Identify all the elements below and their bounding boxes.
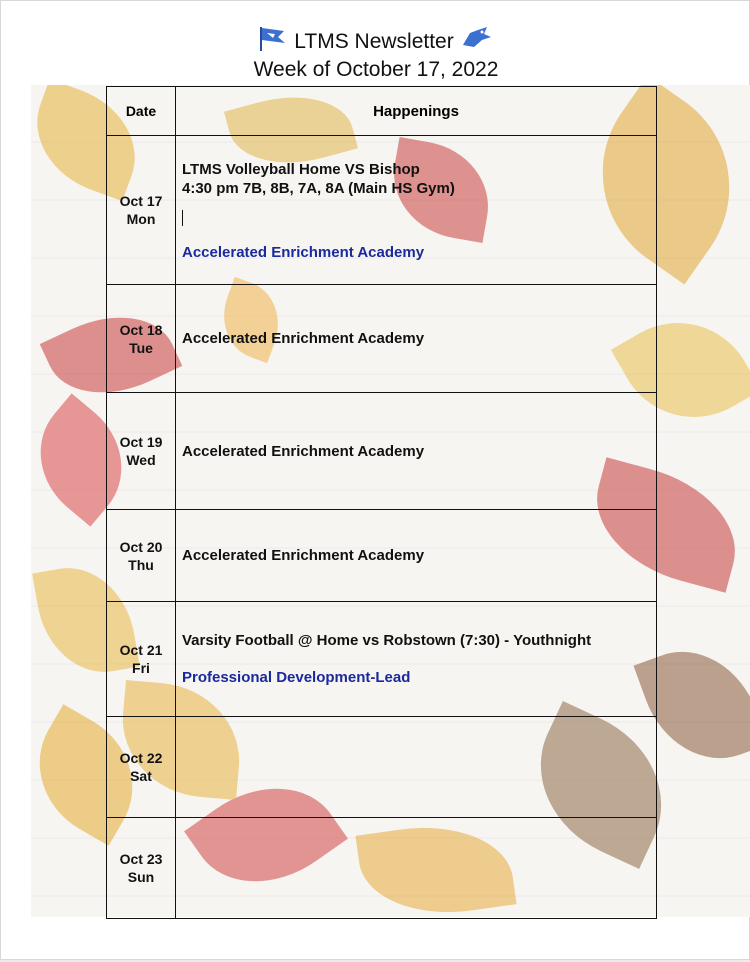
mascot-flag-icon xyxy=(258,25,288,51)
newsletter-title xyxy=(1,25,750,54)
day-label: Oct 22 xyxy=(119,750,163,766)
day-label: Oct 19 xyxy=(119,434,163,450)
event-text-blue: Accelerated Enrichment Academy xyxy=(182,442,425,460)
date-cell xyxy=(107,393,176,510)
day-label: Oct 20 xyxy=(119,538,163,555)
weekday-label: Sun xyxy=(127,869,155,885)
table-row xyxy=(107,510,657,602)
weekday-label: Fri xyxy=(132,660,150,676)
date-cell xyxy=(107,285,176,393)
date-cell xyxy=(107,136,176,285)
day-label: Oct 18 xyxy=(119,321,163,338)
table-row xyxy=(107,285,657,393)
weekday-label: Tue xyxy=(129,339,153,356)
weekday-label: Sat xyxy=(130,768,152,784)
day-label: Oct 23 xyxy=(119,851,163,867)
happenings-cell[interactable] xyxy=(176,510,657,602)
event-text-blue: Accelerated Enrichment Academy xyxy=(182,243,425,261)
happenings-cell[interactable] xyxy=(176,136,657,285)
happenings-cell[interactable] xyxy=(176,602,657,717)
event-text: LTMS Volleyball Home VS Bishop xyxy=(182,160,420,178)
event-text: 4:30 pm 7B, 8B, 7A, 8A (Main HS Gym) xyxy=(182,179,455,197)
date-column-header: Date xyxy=(107,87,176,136)
happenings-cell[interactable] xyxy=(176,285,657,393)
day-label: Oct 21 xyxy=(119,642,163,658)
text-cursor xyxy=(182,210,656,230)
date-cell xyxy=(107,717,176,818)
table-row xyxy=(107,717,657,818)
happenings-cell[interactable] xyxy=(176,393,657,510)
event-text-blue: Accelerated Enrichment Academy xyxy=(182,547,425,564)
date-cell xyxy=(107,818,176,919)
table-row xyxy=(107,136,657,285)
table-row xyxy=(107,818,657,919)
week-prefix: Week of xyxy=(253,58,331,81)
event-text-blue: Accelerated Enrichment Academy xyxy=(182,330,425,347)
table-row xyxy=(107,393,657,510)
happenings-cell[interactable] xyxy=(176,818,657,919)
happenings-cell[interactable] xyxy=(176,717,657,818)
happenings-table xyxy=(106,86,657,919)
day-label: Oct 17 xyxy=(119,193,163,209)
table-header-row xyxy=(107,87,657,136)
date-cell xyxy=(107,510,176,602)
happenings-column-header: Happenings xyxy=(176,87,657,136)
week-heading xyxy=(1,58,750,82)
title-text: LTMS Newsletter xyxy=(294,30,454,53)
event-text: Varsity Football @ Home vs Robstown (7:30) - Youthnight xyxy=(182,632,592,649)
date-cell xyxy=(107,602,176,717)
weekday-label: Wed xyxy=(126,452,156,468)
weekday-label: Thu xyxy=(128,556,154,573)
weekday-label: Mon xyxy=(126,211,156,227)
mascot-mustang-icon xyxy=(460,25,494,51)
week-date: October 17, 2022 xyxy=(336,58,499,81)
table-row xyxy=(107,602,657,717)
event-text-blue: Professional Development-Lead xyxy=(182,669,411,686)
